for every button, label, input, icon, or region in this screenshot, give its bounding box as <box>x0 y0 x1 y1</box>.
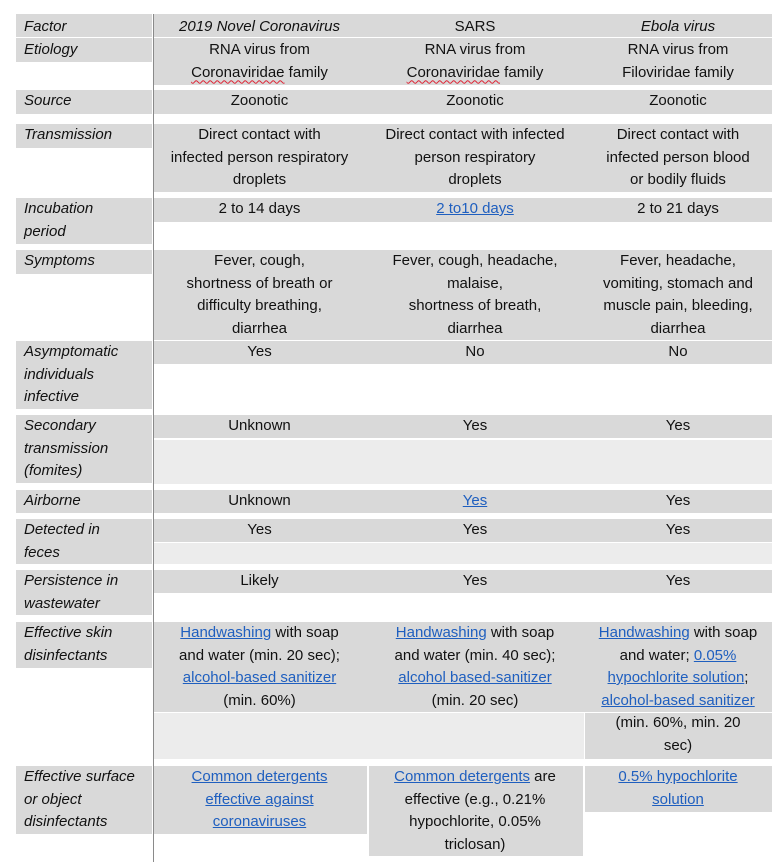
wastewater-ebola: Yes <box>665 572 691 589</box>
asymptomatic-sars: No <box>465 343 485 360</box>
feces-cols-lower-bg <box>154 543 772 564</box>
wastewater-sars: Yes <box>462 572 488 589</box>
surface-ebola <box>588 766 768 811</box>
hypochlorite-solution-link-a[interactable]: 0.5% hypochlorite <box>618 768 738 785</box>
skin-ebola: Handwashing with soap and water; 0.05% hypochlorite solution; alcohol-based sanitizer (min. 60%, min. 20 sec) <box>598 624 758 754</box>
airborne-sars-link[interactable]: Yes <box>462 492 488 509</box>
detergents-link-a[interactable]: Common detergents <box>191 768 328 785</box>
detergents-link-c[interactable]: coronaviruses <box>212 813 307 830</box>
secondary-ncov: Unknown <box>228 417 291 434</box>
asymptomatic-label: Asymptomatic individuals infective <box>24 343 119 405</box>
handwashing-link[interactable]: Handwashing <box>180 624 272 641</box>
airborne-sars-cell <box>372 490 578 513</box>
handwashing-link[interactable]: Handwashing <box>598 624 690 641</box>
column-divider <box>153 14 154 862</box>
etiology-ebola: RNA virus from Filoviridae family <box>622 41 734 81</box>
incubation-sars-cell <box>372 198 578 221</box>
feces-label: Detected in feces <box>24 521 100 561</box>
surface-sars: Common detergents are effective (e.g., 0.21% hypochlorite, 0.05% triclosan) <box>394 768 556 853</box>
secondary-ebola: Yes <box>665 417 691 434</box>
secondary-sars: Yes <box>462 417 488 434</box>
symptoms-label: Symptoms <box>24 252 95 269</box>
source-ncov: Zoonotic <box>230 92 289 109</box>
handwashing-link[interactable]: Handwashing <box>395 624 487 641</box>
detergents-link-b[interactable]: effective against <box>205 790 314 808</box>
incubation-label: Incubation period <box>24 200 94 240</box>
transmission-ncov: Direct contact with infected person respiratory droplets <box>170 126 349 188</box>
header-2019-ncov: 2019 Novel Coronavirus <box>179 18 340 35</box>
airborne-ncov: Unknown <box>228 492 291 509</box>
asymptomatic-ncov: Yes <box>247 343 272 360</box>
header-factor: Factor <box>24 18 67 35</box>
etiology-sars: RNA virus from Coronaviridae family <box>406 41 544 81</box>
etiology-ncov: RNA virus from Coronaviridae family <box>191 41 328 81</box>
alcohol-sanitizer-link[interactable]: alcohol based-sanitizer <box>398 669 552 686</box>
transmission-sars: Direct contact with infected person respiratory droplets <box>385 126 565 188</box>
incubation-ebola: 2 to 21 days <box>637 200 719 217</box>
symptoms-sars: Fever, cough, headache, malaise, shortness of breath, diarrhea <box>392 252 558 337</box>
hypochlorite-solution-link-b[interactable]: solution <box>652 790 704 808</box>
incubation-ncov: 2 to 14 days <box>218 200 301 217</box>
source-sars: Zoonotic <box>446 92 504 109</box>
alcohol-sanitizer-link[interactable]: alcohol-based sanitizer <box>182 669 337 686</box>
secondary-cols-lower-bg <box>154 440 772 484</box>
transmission-ebola: Direct contact with infected person blood or bodily fluids <box>606 126 750 188</box>
source-ebola: Zoonotic <box>649 92 707 109</box>
feces-ebola: Yes <box>665 521 691 538</box>
secondary-label: Secondary transmission (fomites) <box>24 417 109 479</box>
header-sars: SARS <box>454 18 496 35</box>
common-detergents-link[interactable]: Common detergents <box>394 768 531 785</box>
asymptomatic-ebola: No <box>668 343 688 360</box>
incubation-sars-link[interactable]: 2 to10 days <box>436 200 514 217</box>
skin-cols-lower-bg <box>154 713 584 759</box>
hypochlorite-link[interactable]: 0.05% <box>693 646 737 664</box>
hypochlorite-solution-link[interactable]: hypochlorite solution <box>607 669 745 686</box>
feces-ncov: Yes <box>247 521 272 538</box>
airborne-ebola: Yes <box>665 492 691 509</box>
transmission-label: Transmission <box>24 126 113 143</box>
wastewater-label: Persistence in wastewater <box>24 572 119 612</box>
feces-sars: Yes <box>462 521 488 538</box>
wastewater-ncov: Likely <box>240 572 279 589</box>
etiology-label: Etiology <box>24 41 78 58</box>
alcohol-sanitizer-link[interactable]: alcohol-based sanitizer <box>601 691 755 709</box>
source-label: Source <box>24 92 72 109</box>
skin-label: Effective skin disinfectants <box>24 624 113 664</box>
header-ebola: Ebola virus <box>640 18 716 35</box>
skin-sars: Handwashing with soap and water (min. 40 sec); alcohol based-sanitizer (min. 20 sec) <box>394 624 556 709</box>
surface-ncov <box>157 766 362 834</box>
airborne-label: Airborne <box>24 492 81 509</box>
skin-ncov: Handwashing with soap and water (min. 20 sec); alcohol-based sanitizer (min. 60%) <box>179 624 340 709</box>
surface-label: Effective surface or object disinfectants <box>24 768 135 830</box>
symptoms-ebola: Fever, headache, vomiting, stomach and muscle pain, bleeding, diarrhea <box>602 252 754 337</box>
symptoms-ncov: Fever, cough, shortness of breath or difficulty breathing, diarrhea <box>186 252 333 337</box>
